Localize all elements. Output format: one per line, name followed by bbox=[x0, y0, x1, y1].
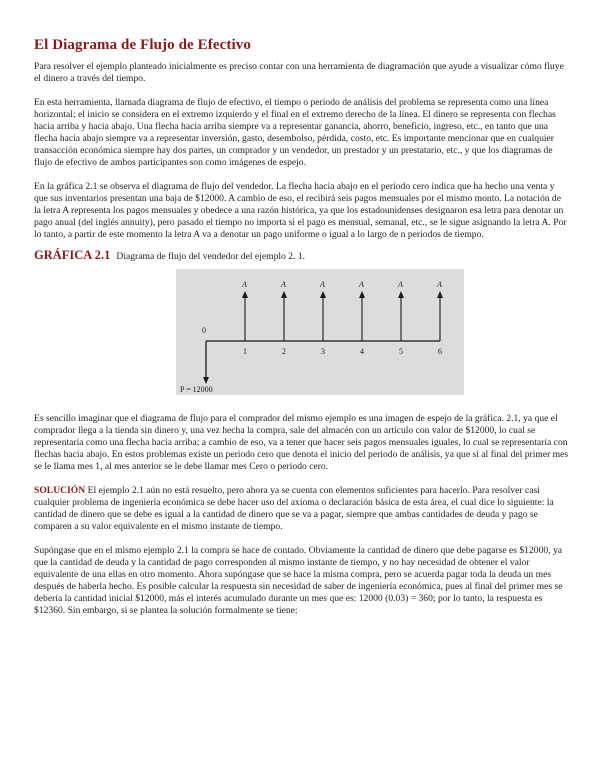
payment-symbol-label: A bbox=[320, 280, 325, 289]
paragraph-solution bbox=[34, 485, 570, 533]
figure-caption: Diagrama de flujo del vendedor del ejemplo 2. 1. bbox=[116, 251, 306, 262]
payment-symbol-label: A bbox=[242, 280, 247, 289]
payment-symbol-label: A bbox=[359, 280, 364, 289]
period-label-6: 6 bbox=[438, 347, 442, 356]
cash-flow-svg bbox=[176, 269, 464, 395]
paragraph-intro: Para resolver el ejemplo planteado inicialmente es preciso contar con una herramienta de diagramación que ayude a visualizar cómo fluye el dinero a través del tiempo. bbox=[34, 61, 564, 84]
figure-label: GRÁFICA 2.1 bbox=[34, 248, 111, 262]
period-label-4: 4 bbox=[360, 347, 364, 356]
paragraph-seller-diagram: En la gráfica 2.1 se observa el diagrama de flujo del vendedor. La flecha hacia abajo en el periodo cero indica que ha hecho una venta y que sus inventarios presentan una baja de $12000. A cambio de eso, el recibirá seis pagos mensuales por el mismo monto. La notación de la letra A representa los pagos mensuales y obedece a una razón histórica, ya que los estadounidenses designaron esa letra para denotar un pago anual (del inglés annuity), pero pasado el tiempo no importa si el pago es mensual, semanal, etc., se le sigue asignando la letra A. Por lo tanto, a partir de este momento la letra A va a denotar un pago uniforme o igual a lo largo de n periodos de tiempo. bbox=[34, 181, 567, 240]
period-label-1: 1 bbox=[243, 347, 247, 356]
payment-symbol-label: A bbox=[281, 280, 286, 289]
payment-symbol-label: A bbox=[398, 280, 403, 289]
payment-symbol-label: A bbox=[437, 280, 442, 289]
page-title: El Diagrama de Flujo de Efectivo bbox=[34, 37, 251, 53]
period-label-5: 5 bbox=[399, 347, 403, 356]
paragraph-cash-purchase: Supóngase que en el mismo ejemplo 2.1 la compra se hace de contado. Obviamente la cantidad de dinero que debe pagarse es $12000, ya que la cantidad de deuda y la cantidad de pago corresponden al mismo instante de tiempo, y no hay necesidad de obtener el valor equivalente de una ellas en otro momento. Ahora supóngase que se hace la misma compra, pero se acuerda pagar toda la deuda un mes después de haberla hecho. Es posible calcular la respuesta sin necesidad de saber de ingeniería económica, pues al final del primer mes se debería la cantidad inicial $12000, más el interés acumulado durante un mes que es: 12000 (0.03) = 360; por lo tanto, la respuesta es $12360. Sin embargo, si se plantea la solución formalmente se tiene: bbox=[34, 545, 563, 616]
solution-text: El ejemplo 2.1 aún no está resuelto, pero ahora ya se cuenta con elementos suficientes para hacerlo. Para resolver casi cualquier problema de ingeniería económica se debe hacer uso del axioma o declaración básica de esta área, el cual dice lo siguiente: la cantidad de dinero que se debe es igual a la cantidad de dinero que se va a pagar, siempre que ambas cantidades de deuda y pago se comparen a su valor equivalente en el mismo instante de tiempo. bbox=[34, 485, 554, 532]
solution-label: SOLUCIÓN bbox=[34, 485, 86, 496]
period-label-2: 2 bbox=[282, 347, 286, 356]
period-label-3: 3 bbox=[321, 347, 325, 356]
cash-flow-diagram bbox=[176, 269, 464, 395]
figure-heading bbox=[34, 248, 570, 263]
paragraph-diagram-definition: En esta herramienta, llamada diagrama de flujo de efectivo, el tiempo o periodo de análisis del problema se representa como una línea horizontal; el inicio se considera en el extremo izquierdo y el final en el extremo derecho de la línea. El dinero se representa con flechas hacia arriba y hacia abajo. Una flecha hacia arriba siempre va a representar ganancia, ahorro, beneficio, ingreso, etc., en tanto que una flecha hacia abajo siempre va a representar inversión, gasto, desembolso, pérdida, costo, etc. Es importante mencionar que en cualquier transacción económica siempre hay dos partes, un comprador y un vendedor, un prestador y un prestatario, etc., y que los diagramas de flujo de efectivo de ambos participantes son como imágenes de espejo. bbox=[34, 97, 556, 168]
initial-outflow-label: P = 12000 bbox=[180, 385, 213, 394]
paragraph-buyer-diagram: Es sencillo imaginar que el diagrama de flujo para el comprador del mismo ejemplo es una imagen de espejo de la gráfica. 2.1, ya que el comprador llega a la tienda sin dinero y, una vez hecha la compra, sale del almacén con un artículo con valor de $12000, lo cual se representaría como una flecha hacia arriba; a cambio de eso, va a tener que hacer seis pagos mensuales iguales, lo cual se representaría con flechas hacia abajo. En estos problemas existe un periodo cero que denota el inicio del periodo de análisis, ya que si al final del primer mes se le llama mes 1, al mes anterior se le debe llamar mes Cero o periodo cero. bbox=[34, 413, 569, 472]
period-zero-label: 0 bbox=[202, 326, 206, 335]
